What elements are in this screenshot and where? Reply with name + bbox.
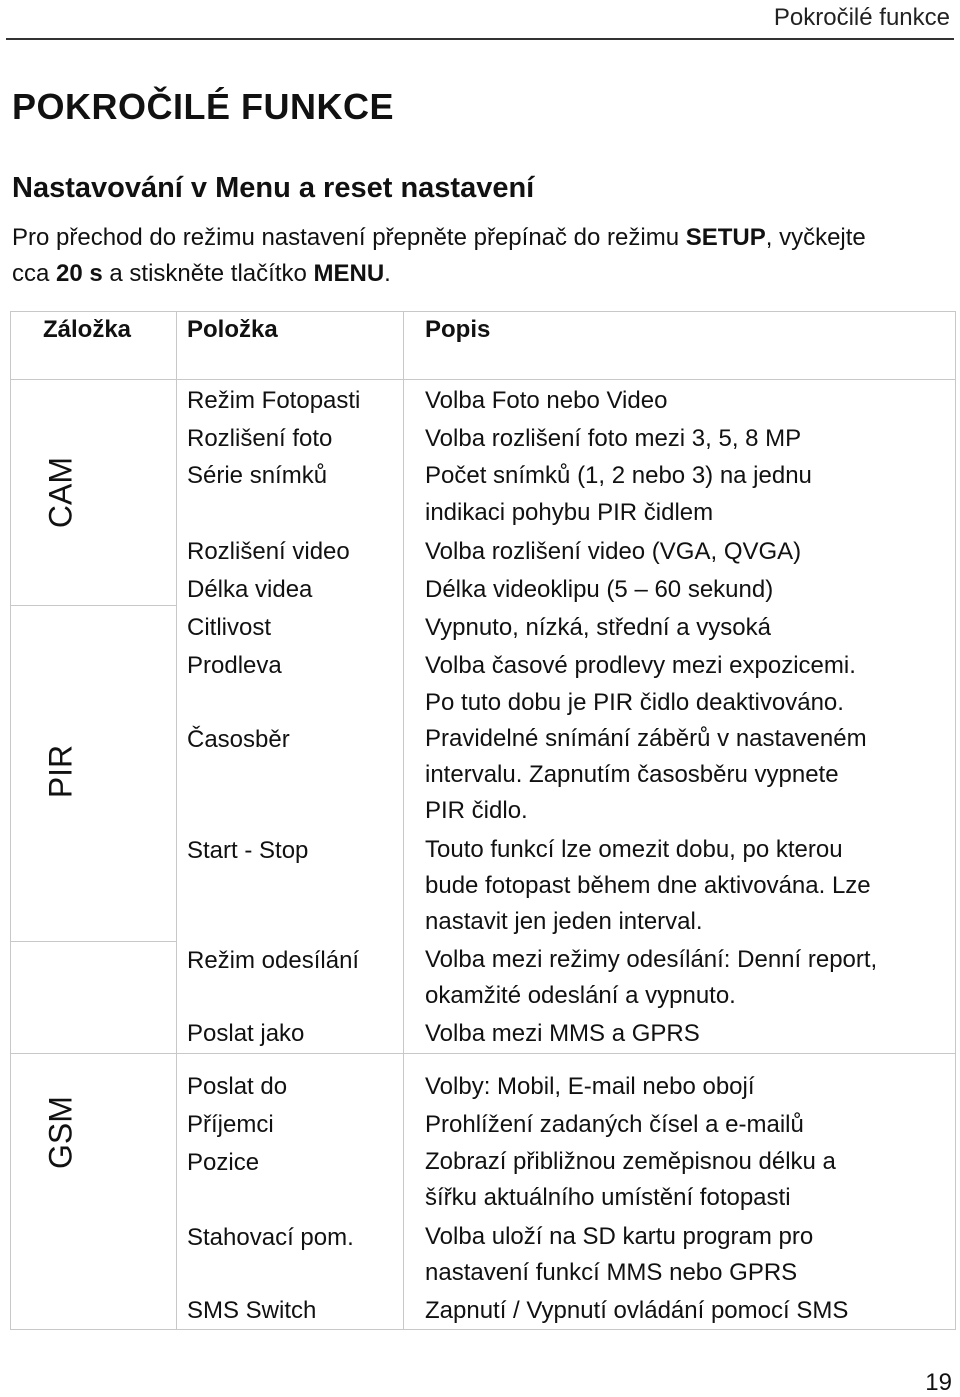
tab-label-cam: CAM bbox=[42, 456, 79, 529]
item-sms-switch: SMS Switch bbox=[187, 1297, 317, 1324]
desc-citlivost: Vypnuto, nízká, střední a vysoká bbox=[425, 614, 771, 641]
tab-divider bbox=[11, 941, 176, 942]
item-rozliseni-foto: Rozlišení foto bbox=[187, 425, 333, 452]
column-divider bbox=[403, 312, 404, 1329]
desc-rezim-fotopasti: Volba Foto nebo Video bbox=[425, 387, 668, 414]
item-rezim-fotopasti: Režim Fotopasti bbox=[187, 387, 361, 414]
group-divider bbox=[11, 1053, 955, 1054]
item-citlivost: Citlivost bbox=[187, 614, 272, 641]
desc-start-stop: Touto funkcí lze omezit dobu, po kterou bude fotopast během dne aktivována. Lze nastavit jen jeden interval. bbox=[425, 836, 871, 935]
item-rozliseni-video: Rozlišení video bbox=[187, 538, 350, 565]
tab-label-gsm: GSM bbox=[42, 1096, 79, 1169]
tab-divider bbox=[11, 605, 176, 606]
desc-serie-snimku: Počet snímků (1, 2 nebo 3) na jednu indikaci pohybu PIR čidlem bbox=[425, 462, 812, 526]
header-tab: Záložka bbox=[43, 316, 132, 343]
desc-rozliseni-video: Volba rozlišení video (VGA, QVGA) bbox=[425, 538, 802, 565]
section-title: Nastavování v Menu a reset nastavení bbox=[12, 172, 535, 204]
desc-stahovaci-pom: Volba uloží na SD kartu program pro nastavení funkcí MMS nebo GPRS bbox=[425, 1223, 814, 1286]
desc-casosber: Pravidelné snímání záběrů v nastaveném intervalu. Zapnutím časosběru vypnete PIR čidlo. bbox=[425, 725, 867, 824]
item-delka-videa: Délka videa bbox=[187, 576, 313, 603]
desc-prodleva: Volba časové prodlevy mezi expozicemi. Po tuto dobu je PIR čidlo deaktivováno. bbox=[425, 652, 856, 716]
page-number: 19 bbox=[925, 1369, 952, 1396]
page-title: POKROČILÉ FUNKCE bbox=[12, 86, 395, 127]
item-pozice: Pozice bbox=[187, 1149, 260, 1176]
header-row-divider bbox=[11, 379, 955, 380]
item-poslat-jako: Poslat jako bbox=[187, 1020, 305, 1047]
item-rezim-odesilani: Režim odesílání bbox=[187, 947, 360, 974]
menu-keyword: MENU bbox=[313, 260, 385, 287]
item-prijemci: Příjemci bbox=[187, 1111, 274, 1138]
header-item: Položka bbox=[187, 316, 278, 343]
tab-label-pir: PIR bbox=[42, 744, 79, 799]
intro-paragraph: Pro přechod do režimu nastavení přepněte přepínač do režimu SETUP, vyčkejte cca 20 s a stiskněte tlačítko MENU. bbox=[12, 224, 866, 287]
desc-poslat-do: Volby: Mobil, E-mail nebo obojí bbox=[425, 1073, 755, 1100]
desc-poslat-jako: Volba mezi MMS a GPRS bbox=[425, 1020, 700, 1047]
desc-prijemci: Prohlížení zadaných čísel a e-mailů bbox=[425, 1111, 804, 1138]
header-description: Popis bbox=[425, 316, 491, 343]
item-stahovaci-pom: Stahovací pom. bbox=[187, 1224, 354, 1251]
item-start-stop: Start - Stop bbox=[187, 837, 309, 864]
item-casosber: Časosběr bbox=[187, 726, 290, 753]
item-prodleva: Prodleva bbox=[187, 652, 282, 679]
desc-pozice: Zobrazí přibližnou zeměpisnou délku a šířku aktuálního umístění fotopasti bbox=[425, 1148, 836, 1211]
desc-rozliseni-foto: Volba rozlišení foto mezi 3, 5, 8 MP bbox=[425, 425, 802, 452]
header-divider bbox=[6, 38, 954, 40]
desc-sms-switch: Zapnutí / Vypnutí ovládání pomocí SMS bbox=[425, 1297, 849, 1324]
item-poslat-do: Poslat do bbox=[187, 1073, 288, 1100]
running-header: Pokročilé funkce bbox=[773, 4, 950, 31]
desc-rezim-odesilani: Volba mezi režimy odesílání: Denní report, okamžité odeslání a vypnuto. bbox=[425, 946, 878, 1009]
setup-keyword: SETUP bbox=[685, 224, 766, 251]
desc-delka-videa: Délka videoklipu (5 – 60 sekund) bbox=[425, 576, 774, 603]
item-serie-snimku: Série snímků bbox=[187, 462, 328, 489]
wait-time: 20 s bbox=[56, 260, 103, 287]
column-divider bbox=[176, 312, 177, 1329]
settings-table bbox=[10, 311, 956, 1330]
